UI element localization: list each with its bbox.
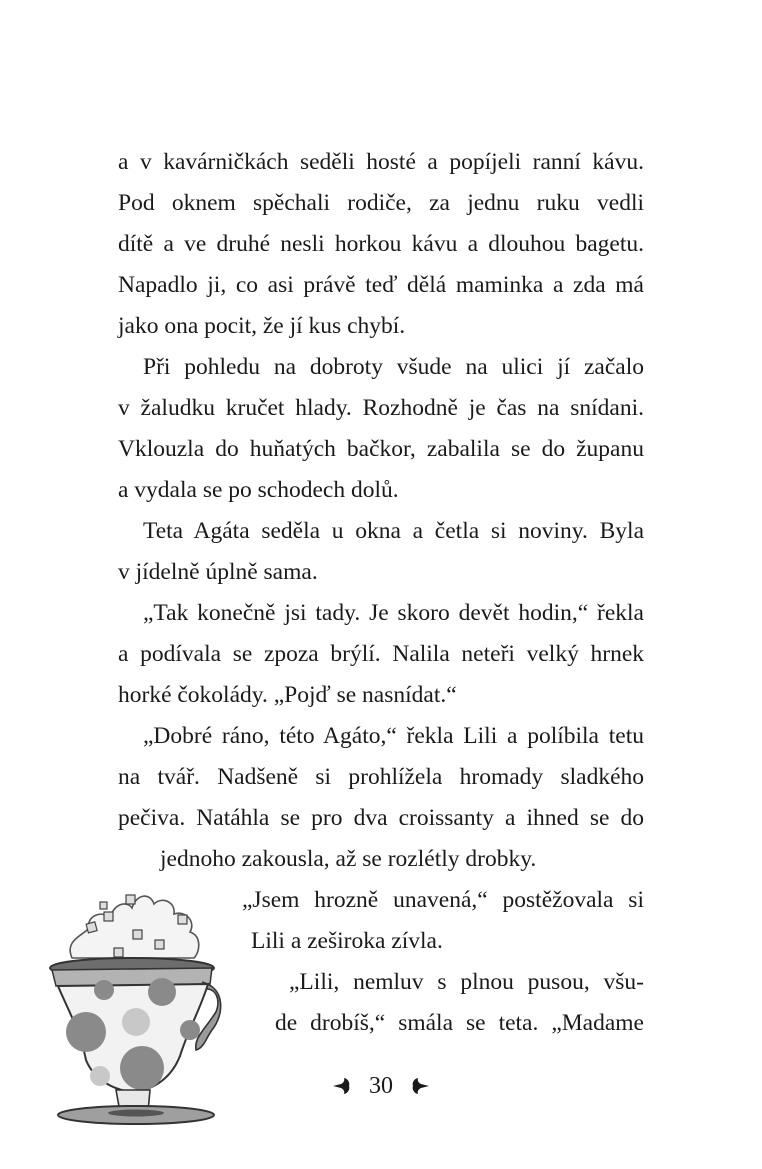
text-line: na tvář. Nadšeně si prohlížela hromady sladkého — [118, 764, 644, 790]
text-line: horké čokolády. „Pojď se nasnídat.“ — [118, 682, 457, 708]
text-line: Pod oknem spěchali rodiče, za jednu ruku vedli — [118, 190, 644, 216]
fleuron-icon — [331, 1075, 355, 1097]
text-line: „Dobré ráno, této Agáto,“ řekla Lili a políbila tetu — [143, 723, 644, 749]
text-line: pečiva. Natáhla se pro dva croissanty a ihned se do — [118, 805, 644, 831]
text-line: „Jsem hrozně unavená,“ postěžovala si — [242, 887, 644, 913]
text-line: „Tak konečně jsi tady. Je skoro devět hodin,“ řekla — [143, 600, 644, 626]
text-line: a vydala se po schodech dolů. — [118, 477, 399, 503]
text-line: Vklouzla do huňatých bačkor, zabalila se do županu — [118, 436, 644, 462]
text-line: a v kavárničkách seděli hosté a popíjeli ranní kávu. — [118, 149, 644, 175]
text-line: jednoho zakousla, až se rozlétly drobky. — [160, 846, 537, 872]
text-line: dítě a ve druhé nesli horkou kávu a dlouhou bagetu. — [118, 231, 644, 257]
text-line: v jídelně úplně sama. — [118, 559, 318, 585]
text-line: „Lili, nemluv s plnou pusou, všu- — [289, 969, 644, 995]
text-line: Při pohledu na dobroty všude na ulici jí začalo — [143, 354, 644, 380]
teacup-illustration-icon — [44, 880, 234, 1125]
text-line: a podívala se zpoza brýlí. Nalila neteři velký hrnek — [118, 641, 644, 667]
text-line: Napadlo ji, co asi právě teď dělá maminka a zda má — [118, 272, 644, 298]
text-line: de drobíš,“ smála se teta. „Madame — [275, 1010, 644, 1036]
text-line: Lili a zeširoka zívla. — [251, 928, 443, 954]
text-line: Teta Agáta seděla u okna a četla si noviny. Byla — [143, 518, 644, 544]
text-line: v žaludku kručet hlady. Rozhodně je čas na snídani. — [118, 395, 644, 421]
text-line: jako ona pocit, že jí kus chybí. — [118, 313, 406, 339]
page-number-text: 30 — [369, 1072, 393, 1099]
fleuron-icon — [407, 1075, 431, 1097]
page-number — [326, 1070, 436, 1102]
